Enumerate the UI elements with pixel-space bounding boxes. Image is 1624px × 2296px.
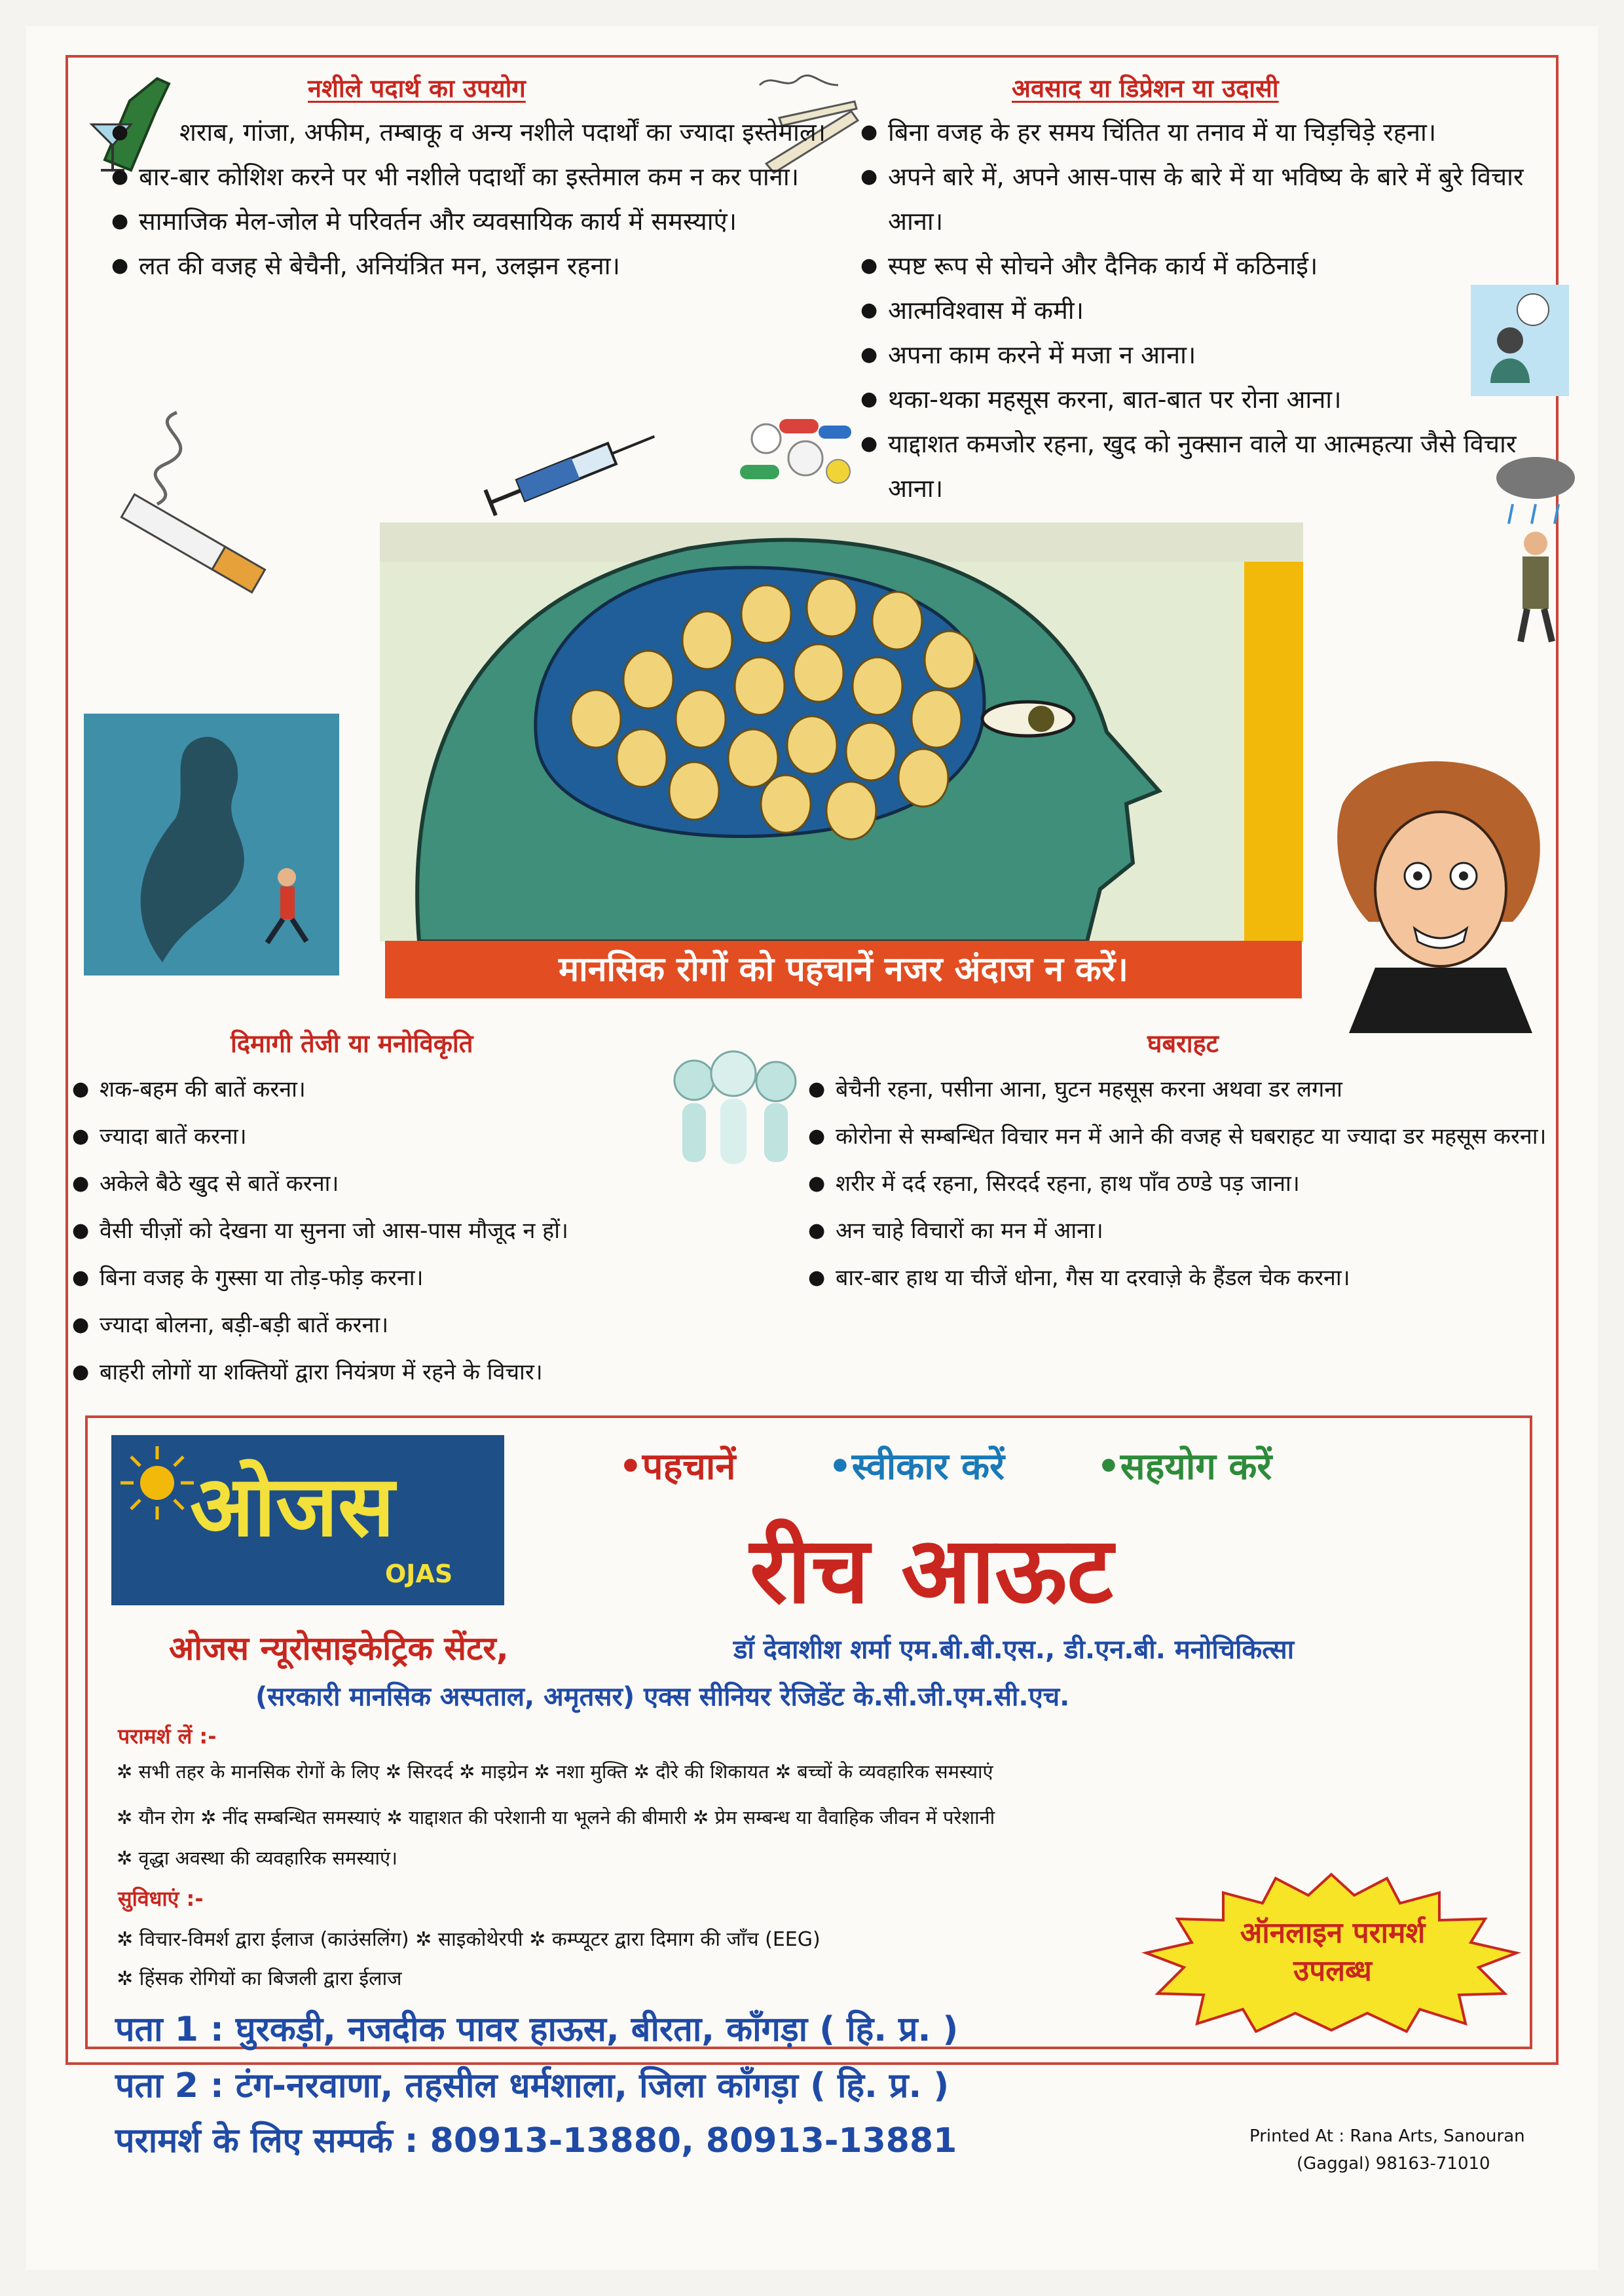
anxiety-item: ● कोरोना से सम्बन्धित विचार मन में आने की वजह से घबराहट या ज्यादा डर महसूस करना। [804, 1113, 1577, 1160]
printer-credit: Printed At : Rana Arts, Sanouran [1249, 2126, 1525, 2146]
reach-out-heading: रीच आऊट [750, 1518, 1113, 1624]
consult-line: ✲ सभी तहर के मानसिक रोगों के लिए ✲ सिरदर्द ✲ माइग्रेन ✲ नशा मुक्ति ✲ दौरे की शिकायत ✲ बच्चों के व्यवहारिक समस्याएं [117, 1760, 993, 1783]
depression-item: ● अपने बारे में, अपने आस-पास के बारे में या भविष्य के बारे में बुरे विचार आना। [857, 155, 1544, 244]
mania-item: ● बाहरी लोगों या शक्तियों द्वारा नियंत्रण में रहने के विचार। [68, 1349, 841, 1396]
printer-phone: (Gaggal) 98163-71010 [1297, 2154, 1490, 2174]
doctor-credentials: डॉ देवाशीश शर्मा एम.बी.बी.एस., डी.एन.बी. मनोचिकित्सा [733, 1635, 1295, 1665]
online-consultation-line: ऑनलाइन परामर्श [1240, 1916, 1426, 1950]
substance-item: ● सामाजिक मेल-जोल मे परिवर्तन और व्यवसायिक कार्य में समस्याएं। [107, 199, 828, 244]
substance-item: ● शराब, गांजा, अफीम, तम्बाकू व अन्य नशीले पदार्थों का ज्यादा इस्तेमाल। [107, 110, 828, 155]
depression-item: ● बिना वजह के हर समय चिंतित या तनाव में या चिड़चिड़े रहना। [857, 110, 1544, 155]
mania-item: ● अकेले बैठे खुद से बातें करना। [68, 1160, 841, 1207]
tagline-support: •सहयोग करें [1097, 1446, 1272, 1488]
substance-item: ● लत की वजह से बेचैनी, अनियंत्रित मन, उलझन रहना। [107, 244, 828, 288]
main-banner: मानसिक रोगों को पहचानें नजर अंदाज न करें। [385, 941, 1302, 998]
depression-item: ● थका-थका महसूस करना, बात-बात पर रोना आना। [857, 377, 1544, 422]
depression-item: ● आत्मविश्वास में कमी। [857, 288, 1544, 333]
consult-line: ✲ वृद्धा अवस्था की व्यवहारिक समस्याएं। [117, 1847, 398, 1869]
substance-list [107, 110, 828, 288]
anxiety-item: ● शरीर में दर्द रहना, सिरदर्द रहना, हाथ पाँव ठण्डे पड़ जाना। [804, 1160, 1577, 1207]
sun-icon [118, 1444, 196, 1522]
mania-title: दिमागी तेजी या मनोविकृति [231, 1029, 473, 1058]
depression-list [857, 110, 1544, 511]
facilities-heading: सुविधाएं :- [118, 1886, 204, 1911]
depression-title: अवसाद या डिप्रेशन या उदासी [1012, 74, 1279, 103]
logo-subtitle: OJAS [385, 1559, 453, 1588]
substance-title: नशीले पदार्थ का उपयोग [308, 74, 526, 103]
contact-numbers: परामर्श के लिए सम्पर्क : 80913-13880, 80913-13881 [115, 2121, 957, 2160]
depression-item: ● स्पष्ट रूप से सोचने और दैनिक कार्य में कठिनाई। [857, 244, 1544, 288]
anxiety-item: ● बेचैनी रहना, पसीना आना, घुटन महसूस करना अथवा डर लगना [804, 1066, 1577, 1113]
stressed-woman-illustration [1316, 752, 1559, 1033]
depression-item: ● अपना काम करने में मजा न आना। [857, 333, 1544, 377]
tagline-recognize: •पहचानें [619, 1446, 736, 1488]
mania-item: ● वैसी चीज़ों को देखना या सुनना जो आस-पास मौजूद न हों। [68, 1207, 841, 1254]
anxiety-title: घबराहट [1147, 1029, 1219, 1058]
tagline-accept: •स्वीकार करें [828, 1446, 1005, 1488]
depression-item: ● याद्दाशत कमजोर रहना, खुद को नुक्सान वाले या आत्महत्या जैसे विचार आना। [857, 422, 1544, 511]
anxiety-item: ● अन चाहे विचारों का मन में आना। [804, 1207, 1577, 1254]
sad-person-icon [1471, 285, 1569, 396]
mania-item: ● शक-बहम की बातें करना। [68, 1066, 841, 1113]
center-name: ओजस न्यूरोसाइकेट्रिक सेंटर, [169, 1630, 509, 1667]
mania-item: ● बिना वजह के गुस्सा या तोड़-फोड़ करना। [68, 1254, 841, 1302]
address-2: पता 2 : टंग-नरवाणा, तहसील धर्मशाला, जिला काँगड़ा ( हि. प्र. ) [115, 2066, 950, 2105]
mania-item: ● ज्यादा बातें करना। [68, 1113, 841, 1160]
mania-item: ● ज्यादा बोलना, बड़ी-बड़ी बातें करना। [68, 1302, 841, 1349]
pills-icon [727, 406, 858, 498]
address-1: पता 1 : घुरकड़ी, नजदीक पावर हाऊस, बीरता, काँगड़ा ( हि. प्र. ) [115, 2010, 959, 2049]
facility-line: ✲ हिंसक रोगियों का बिजली द्वारा ईलाज [117, 1967, 402, 1990]
substance-item: ● बार-बार कोशिश करने पर भी नशीले पदार्थों का इस्तेमाल कम न कर पाना। [107, 155, 828, 199]
cigarette-icon [105, 406, 282, 602]
online-consultation-line: उपलब्ध [1293, 1954, 1372, 1988]
brain-faces-illustration [380, 522, 1303, 941]
shadow-monster-runner-illustration [84, 714, 339, 975]
ghost-figures-icon [655, 1041, 812, 1172]
facility-line: ✲ विचार-विमर्श द्वारा ईलाज (काउंसलिंग) ✲ साइकोथेरपी ✲ कम्प्यूटर द्वारा दिमाग की जाँच (EEG) [117, 1928, 821, 1951]
logo-text: ओजस [190, 1458, 395, 1556]
consult-line: ✲ यौन रोग ✲ नींद सम्बन्धित समस्याएं ✲ याद्दाशत की परेशानी या भूलने की बीमारी ✲ प्रेम सम्बन्ध या वैवाहिक जीवन में परेशानी [117, 1806, 995, 1829]
anxiety-item: ● बार-बार हाथ या चीजें धोना, गैस या दरवाज़े के हैंडल चेक करना। [804, 1254, 1577, 1302]
syringe-icon [471, 419, 668, 524]
rain-cloud-person-icon [1486, 452, 1585, 648]
consult-heading: परामर्श लें :- [118, 1724, 217, 1749]
anxiety-list [804, 1066, 1577, 1302]
doctor-experience: (सरकारी मानसिक अस्पताल, अमृतसर) एक्स सीनियर रेजिडेंट के.सी.जी.एम.सी.एच. [255, 1682, 1070, 1712]
